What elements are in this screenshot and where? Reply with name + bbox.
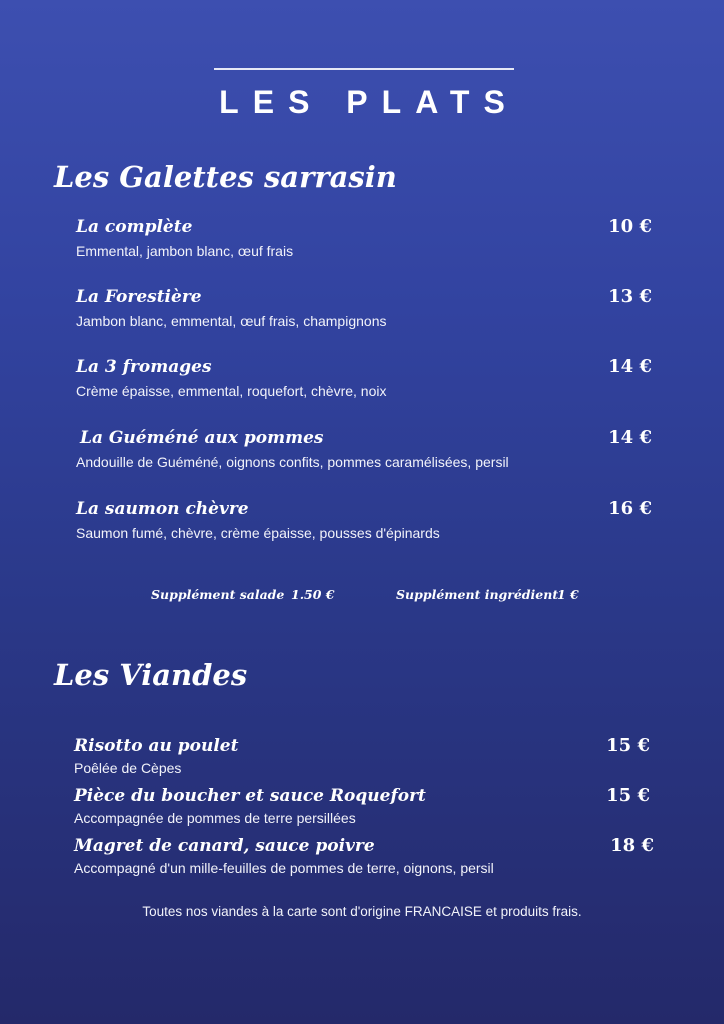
dish-description: Saumon fumé, chèvre, crème épaisse, pousses d'épinards — [76, 525, 440, 541]
dish-name: La Forestière — [76, 287, 202, 307]
origin-footnote: Toutes nos viandes à la carte sont d'origine FRANCAISE et produits frais. — [142, 904, 582, 919]
dish-name: La saumon chèvre — [76, 499, 249, 519]
page-title: LES PLATS — [219, 84, 519, 120]
dish-name: Magret de canard, sauce poivre — [74, 836, 375, 856]
dish-price: 15 € — [606, 735, 650, 756]
dish-description: Crème épaisse, emmental, roquefort, chèvre, noix — [76, 383, 387, 399]
dish-description: Emmental, jambon blanc, œuf frais — [76, 243, 294, 259]
section-title-viandes: Les Viandes — [54, 658, 248, 692]
dish-description: Jambon blanc, emmental, œuf frais, champignons — [76, 313, 387, 329]
dish-description: Poêlée de Cèpes — [74, 760, 182, 776]
dish-name: La complète — [76, 217, 193, 237]
title-divider — [214, 68, 514, 70]
menu-item — [76, 356, 652, 400]
dish-price: 15 € — [606, 785, 650, 806]
supplement-salade-price: 1.50 € — [291, 587, 335, 602]
menu-item — [76, 286, 652, 330]
supplement-salade-label: Supplément salade — [151, 587, 285, 602]
menu-item — [74, 785, 650, 827]
dish-name: Pièce du boucher et sauce Roquefort — [74, 786, 426, 806]
dish-description: Andouille de Guéméné, oignons confits, pommes caramélisées, persil — [76, 454, 509, 470]
dish-name: La 3 fromages — [76, 357, 212, 377]
dish-description: Accompagné d'un mille-feuilles de pommes de terre, oignons, persil — [74, 860, 494, 876]
menu-item — [76, 216, 652, 260]
dish-price: 14 € — [608, 356, 652, 377]
supplement-ingredient-price: 1 € — [557, 587, 579, 602]
menu-item — [76, 498, 652, 542]
dish-name: La Guéméné aux pommes — [80, 428, 324, 448]
menu-item — [76, 427, 652, 471]
dish-price: 13 € — [608, 286, 652, 307]
supplement-ingredient-label: Supplément ingrédient — [396, 587, 559, 602]
dish-price: 18 € — [610, 835, 654, 856]
dish-name: Risotto au poulet — [74, 736, 239, 756]
dish-price: 14 € — [608, 427, 652, 448]
dish-description: Accompagnée de pommes de terre persillées — [74, 810, 356, 826]
section-title-galettes: Les Galettes sarrasin — [54, 160, 397, 194]
menu-item — [74, 735, 650, 777]
dish-price: 16 € — [608, 498, 652, 519]
dish-price: 10 € — [608, 216, 652, 237]
menu-item — [74, 835, 654, 877]
